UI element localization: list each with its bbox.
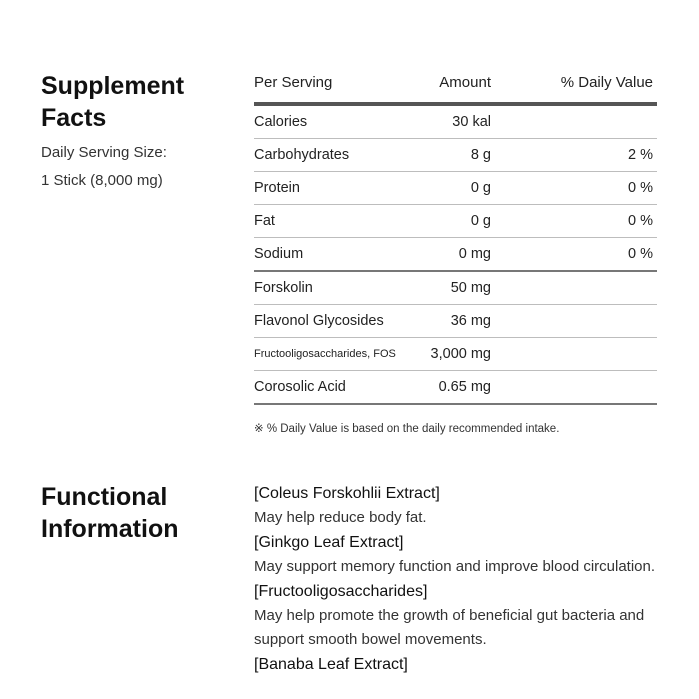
list-item [254, 579, 674, 652]
list-item [254, 652, 674, 677]
table-row [254, 139, 657, 172]
list-item [254, 481, 674, 530]
row-amount: 3,000 mg [430, 346, 491, 362]
table-row [254, 106, 657, 139]
functional-title-line1: Functional [41, 483, 168, 511]
table-row [254, 305, 657, 338]
functional-information-list [254, 481, 674, 677]
table-header [254, 70, 657, 106]
row-name: Calories [254, 114, 308, 130]
table-row [254, 338, 657, 371]
row-amount: 0.65 mg [438, 379, 491, 395]
row-name: Fructooligosaccharides, FOS [254, 348, 396, 360]
supplement-facts-title-line1: Supplement [41, 72, 185, 100]
row-daily-value: 0 % [628, 213, 653, 229]
row-amount: 30 kal [452, 114, 491, 130]
table-row [254, 371, 657, 405]
row-name: Carbohydrates [254, 147, 350, 163]
row-amount: 8 g [470, 147, 491, 163]
row-amount: 0 mg [458, 246, 491, 262]
ingredient-description: May help promote the growth of beneficial gut bacteria and support smooth bowel movements. [254, 607, 645, 648]
table-row [254, 205, 657, 238]
header-amount: Amount [439, 74, 491, 91]
row-name: Fat [254, 213, 275, 229]
ingredient-description: May support memory function and improve blood circulation. [254, 558, 656, 575]
daily-value-footnote: ※ % Daily Value is based on the daily recommended intake. [254, 423, 560, 435]
ingredient-description: May help reduce body fat. [254, 509, 427, 526]
row-amount: 36 mg [450, 313, 491, 329]
row-daily-value: 0 % [628, 180, 653, 196]
serving-size [41, 139, 167, 195]
row-daily-value: 0 % [628, 246, 653, 262]
ingredient-heading: [Banaba Leaf Extract] [254, 656, 408, 673]
row-name: Flavonol Glycosides [254, 313, 384, 329]
functional-title-line2: Information [41, 515, 179, 543]
row-name: Forskolin [254, 280, 313, 296]
table-row [254, 272, 657, 305]
row-daily-value: 2 % [628, 147, 653, 163]
supplement-facts-title-line2: Facts [41, 104, 107, 132]
functional-information-title [41, 481, 179, 545]
table-row [254, 238, 657, 272]
serving-size-value: 1 Stick (8,000 mg) [41, 172, 163, 189]
list-item [254, 530, 674, 579]
row-name: Sodium [254, 246, 304, 262]
row-name: Protein [254, 180, 300, 196]
table-row [254, 172, 657, 205]
row-amount: 0 g [470, 180, 491, 196]
header-per-serving: Per Serving [254, 74, 333, 91]
row-amount: 50 mg [450, 280, 491, 296]
supplement-facts-table [254, 70, 657, 405]
row-name: Corosolic Acid [254, 379, 346, 395]
row-amount: 0 g [470, 213, 491, 229]
ingredient-heading: [Ginkgo Leaf Extract] [254, 534, 404, 551]
supplement-facts-title [41, 70, 184, 134]
header-daily-value: % Daily Value [560, 74, 653, 91]
ingredient-heading: [Coleus Forskohlii Extract] [254, 485, 440, 502]
ingredient-heading: [Fructooligosaccharides] [254, 583, 428, 600]
serving-size-label: Daily Serving Size: [41, 144, 167, 161]
